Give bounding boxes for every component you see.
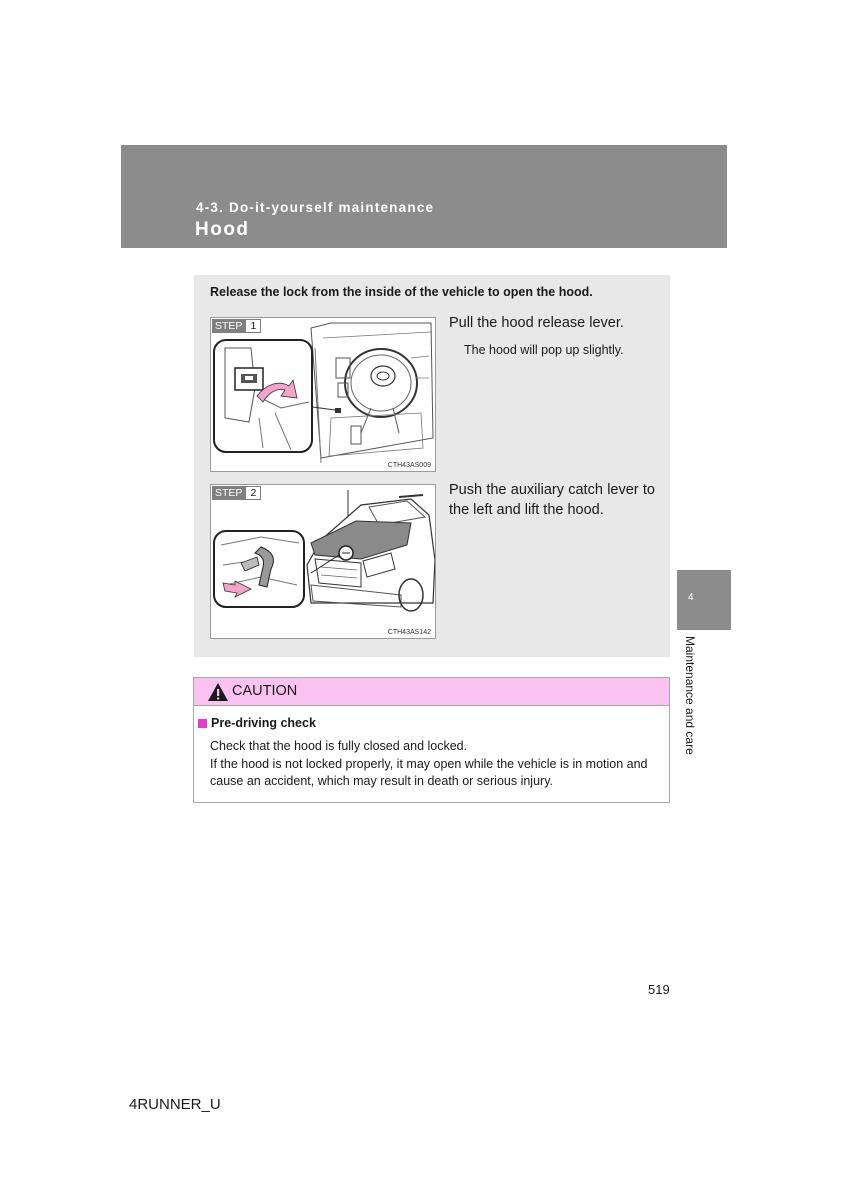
step1-badge — [212, 319, 261, 333]
page-title: Hood — [195, 219, 250, 240]
step-label: STEP — [212, 319, 245, 333]
caution-box — [193, 677, 670, 803]
step-number: 2 — [245, 486, 261, 500]
step1-note: The hood will pop up slightly. — [464, 343, 624, 357]
instruction-intro: Release the lock from the inside of the vehicle to open the hood. — [210, 285, 593, 299]
caution-heading-text: Pre-driving check — [211, 716, 316, 730]
instruction-panel — [194, 275, 670, 657]
chapter-header — [121, 145, 727, 248]
step-label: STEP — [212, 486, 245, 500]
step-number: 1 — [245, 319, 261, 333]
page-number: 519 — [648, 982, 670, 997]
figure-code: CTH43AS009 — [387, 462, 431, 469]
section-title: 4-3. Do-it-yourself maintenance — [196, 200, 435, 215]
bullet-square-icon — [198, 719, 207, 728]
figure-code: CTH43AS142 — [387, 629, 431, 636]
hood-release-lever-illustration — [211, 318, 436, 472]
model-code: 4RUNNER_U — [129, 1096, 221, 1113]
step2-text: Push the auxiliary catch lever to the left and lift the hood. — [449, 482, 655, 518]
step2-figure — [210, 484, 436, 639]
auxiliary-catch-lever-illustration — [211, 485, 436, 639]
caution-line: If the hood is not locked properly, it may open while the vehicle is in motion and cause an accident, which may result in death or serious injury. — [210, 756, 648, 788]
caution-body — [210, 738, 666, 791]
chapter-number: 4 — [688, 592, 694, 603]
caution-line: Check that the hood is fully closed and locked. — [210, 739, 468, 753]
step1-figure — [210, 317, 436, 472]
step2-badge — [212, 486, 261, 500]
chapter-tab — [677, 570, 731, 630]
warning-icon — [207, 682, 229, 702]
step1-text: Pull the hood release lever. — [449, 315, 624, 331]
caution-header — [194, 678, 669, 706]
caution-heading — [198, 716, 316, 730]
caution-label: CAUTION — [232, 683, 298, 699]
chapter-label: Maintenance and care — [683, 636, 697, 755]
